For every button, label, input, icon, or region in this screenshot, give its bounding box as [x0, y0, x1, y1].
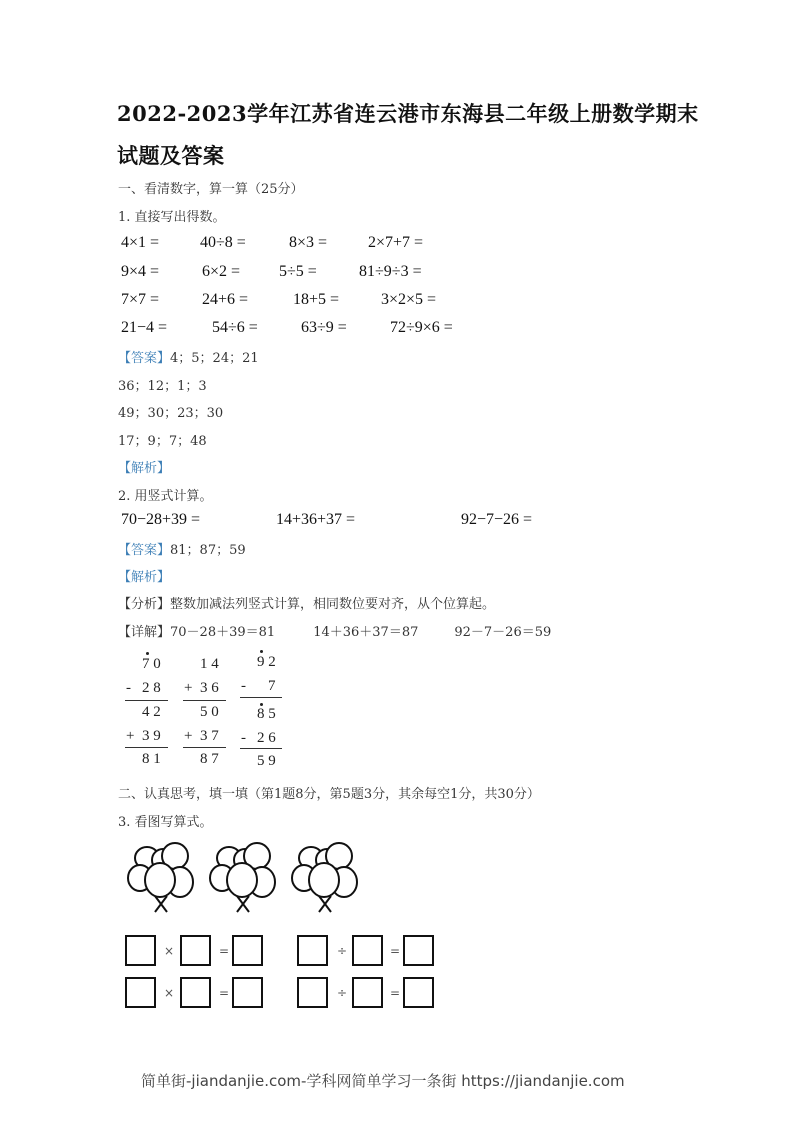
carry-dot [146, 652, 149, 655]
vc-line [125, 700, 168, 701]
divide-sign: ÷ [337, 986, 348, 1000]
q1-eq: 40÷8 = [200, 234, 246, 251]
q1-eq: 21−4 = [121, 319, 168, 336]
answer-box[interactable] [297, 935, 328, 966]
q1-eq: 6×2 = [202, 263, 241, 280]
q2-problem: 92−7−26 = [461, 511, 533, 528]
equals-sign: = [390, 986, 401, 1000]
xiangjie-item: 14＋36＋37＝87 [313, 625, 419, 640]
q1-answer-row: 4；5；24；21 [170, 351, 259, 366]
answer-tag: 【答案】 [118, 351, 171, 366]
document-title-line1: 2022-2023学年江苏省连云港市东海县二年级上册数学期末 [117, 101, 699, 126]
answer-box[interactable] [403, 977, 434, 1008]
vc-line [183, 747, 226, 748]
q2-problem: 14+36+37 = [276, 511, 356, 528]
vc-op: + [184, 680, 193, 696]
document-title-line2: 试题及答案 [117, 143, 225, 168]
q1-answer-line [118, 347, 259, 366]
xiangjie-line [118, 621, 551, 640]
vc-row: 5 0 [200, 704, 219, 720]
vc-line [240, 748, 282, 749]
vc-row: 3 7 [200, 728, 219, 744]
vc-row: 2 8 [142, 680, 161, 696]
vc-op: - [241, 678, 246, 694]
analysis-tag: 【解析】 [118, 570, 171, 585]
q2-label: 2. 用竖式计算。 [118, 489, 213, 504]
balloon-group-icon [292, 843, 357, 912]
xiangjie-item: 70－28＋39＝81 [170, 625, 276, 640]
q1-eq: 5÷5 = [279, 263, 317, 280]
vc-row: 7 0 [142, 656, 161, 672]
vc-op: + [184, 728, 193, 744]
q1-eq: 18+5 = [293, 291, 340, 308]
vc-row: 8 5 [257, 706, 276, 722]
q2-answer-line [118, 539, 246, 558]
balloon-group-icon [128, 843, 193, 912]
vc-line [240, 697, 282, 698]
vc-row: 8 1 [142, 751, 161, 767]
xiangjie-tag: 【详解】 [118, 625, 171, 640]
q1-eq: 24+6 = [202, 291, 249, 308]
fenxi-text: 整数加减法列竖式计算，相同数位要对齐，从个位算起。 [170, 597, 496, 612]
answer-tag: 【答案】 [118, 543, 171, 558]
analysis-tag: 【解析】 [118, 461, 171, 476]
vc-op: + [126, 728, 135, 744]
section2-heading: 二、认真思考，填一填（第1题8分，第5题3分，其余每空1分，共30分） [118, 787, 540, 802]
q1-eq: 7×7 = [121, 291, 160, 308]
vc-row: 3 9 [142, 728, 161, 744]
q1-eq: 54÷6 = [212, 319, 258, 336]
vc-row: 1 4 [200, 656, 219, 672]
vc-op: - [241, 730, 246, 746]
divide-sign: ÷ [337, 944, 348, 958]
vc-row: 9 2 [257, 654, 276, 670]
equals-sign: = [219, 986, 230, 1000]
q1-answer-row: 49；30；23；30 [118, 406, 224, 421]
balloon-group-icon [210, 843, 275, 912]
q1-eq: 3×2×5 = [381, 291, 437, 308]
q1-answer-row: 17；9；7；48 [118, 434, 207, 449]
footer-watermark: 简单街-jiandanjie.com-学科网简单学习一条街 https://jiandanjie.com [141, 1072, 625, 1090]
q2-answers: 81；87；59 [170, 543, 246, 558]
vc-row: 5 9 [257, 753, 276, 769]
answer-box[interactable] [180, 977, 211, 1008]
vc-row: 2 6 [257, 730, 276, 746]
answer-box[interactable] [297, 977, 328, 1008]
times-sign: × [164, 944, 175, 958]
vc-row: 3 6 [200, 680, 219, 696]
answer-box[interactable] [232, 977, 263, 1008]
q1-label: 1. 直接写出得数。 [118, 210, 226, 225]
vc-row: 4 2 [142, 704, 161, 720]
q1-answer-row: 36；12；1；3 [118, 379, 207, 394]
vc-op: - [126, 680, 131, 696]
vc-line [183, 700, 226, 701]
answer-box[interactable] [125, 935, 156, 966]
q1-eq: 8×3 = [289, 234, 328, 251]
q2-problem: 70−28+39 = [121, 511, 201, 528]
section1-heading: 一、看清数字，算一算（25分） [118, 182, 304, 197]
answer-box[interactable] [352, 977, 383, 1008]
answer-box[interactable] [180, 935, 211, 966]
carry-dot [260, 650, 263, 653]
xiangjie-item: 92－7－26＝59 [454, 625, 552, 640]
answer-box[interactable] [232, 935, 263, 966]
q1-eq: 2×7+7 = [368, 234, 424, 251]
answer-box[interactable] [403, 935, 434, 966]
equals-sign: = [390, 944, 401, 958]
times-sign: × [164, 986, 175, 1000]
q3-label: 3. 看图写算式。 [118, 815, 213, 830]
q1-eq: 81÷9÷3 = [359, 263, 422, 280]
q1-eq: 63÷9 = [301, 319, 347, 336]
balloon-illustration [125, 838, 375, 916]
answer-box[interactable] [125, 977, 156, 1008]
q1-eq: 9×4 = [121, 263, 160, 280]
answer-box[interactable] [352, 935, 383, 966]
fenxi-tag: 【分析】 [118, 597, 171, 612]
vc-row: 7 [268, 678, 276, 694]
q1-eq: 72÷9×6 = [390, 319, 453, 336]
vc-row: 8 7 [200, 751, 219, 767]
q1-eq: 4×1 = [121, 234, 160, 251]
fenxi-line [118, 593, 495, 612]
equals-sign: = [219, 944, 230, 958]
vc-line [125, 747, 168, 748]
